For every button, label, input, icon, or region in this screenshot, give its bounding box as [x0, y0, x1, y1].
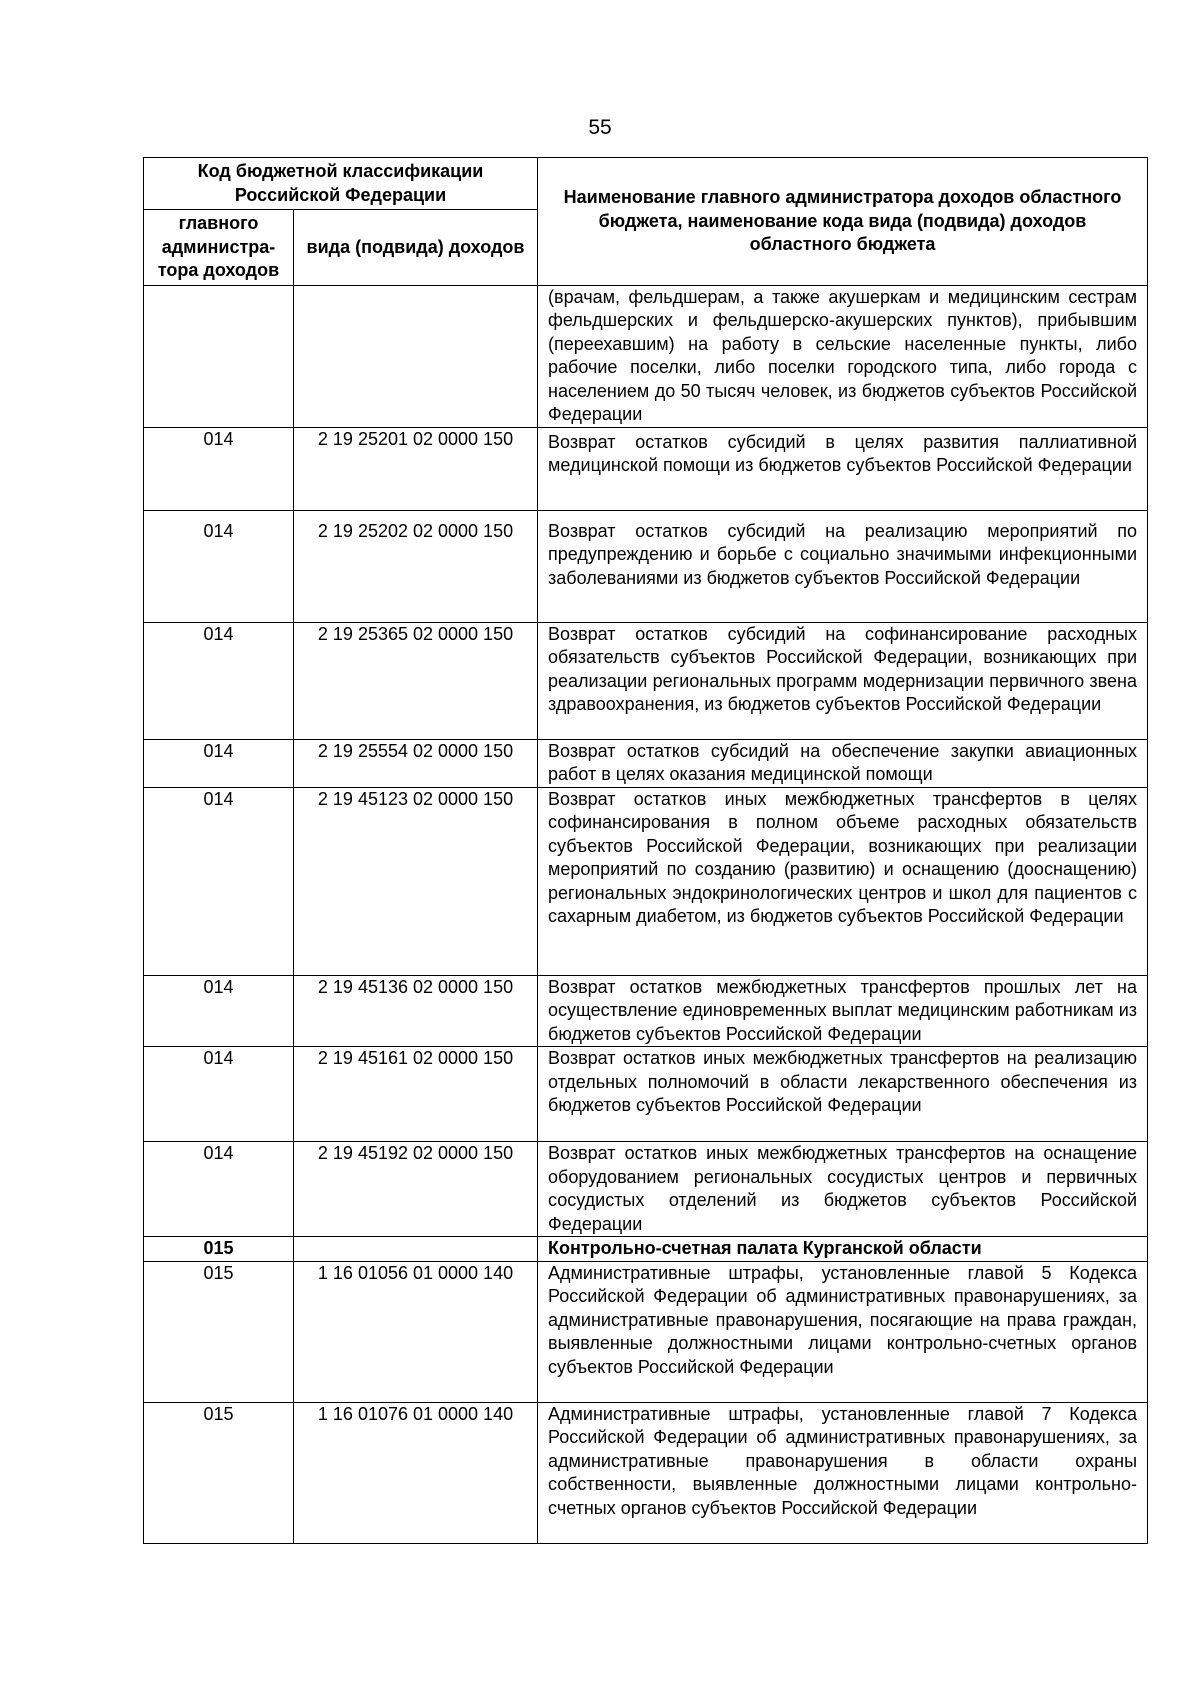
- cell-code: 1 16 01056 01 0000 140: [294, 1261, 538, 1402]
- header-col-admin: главного администра-тора доходов: [144, 210, 294, 286]
- table-row: [144, 1142, 1148, 1237]
- header-group-title: Код бюджетной классификации Российской Федерации: [144, 158, 538, 210]
- table-row: [144, 622, 1148, 739]
- header-col-code: вида (подвида) доходов: [294, 210, 538, 286]
- cell-admin: 014: [144, 787, 294, 975]
- cell-code: 2 19 45123 02 0000 150: [294, 787, 538, 975]
- cell-admin: 014: [144, 427, 294, 510]
- cell-name: Возврат остатков субсидий на реализацию мероприятий по предупреждению и борьбе с социально значимыми инфекционными заболеваниями из бюджетов субъектов Российской Федерации: [538, 510, 1148, 622]
- table-row: [144, 427, 1148, 510]
- budget-classification-table: [143, 157, 1148, 1544]
- table-row: [144, 285, 1148, 427]
- page-number: 55: [588, 116, 612, 139]
- cell-code: 2 19 45161 02 0000 150: [294, 1047, 538, 1142]
- table-row: [144, 1047, 1148, 1142]
- cell-code: 2 19 45192 02 0000 150: [294, 1142, 538, 1237]
- cell-admin: 014: [144, 739, 294, 787]
- table-row: [144, 739, 1148, 787]
- cell-code: 2 19 45136 02 0000 150: [294, 975, 538, 1047]
- cell-name: Возврат остатков иных межбюджетных трансфертов на реализацию отдельных полномочий в области лекарственного обеспечения из бюджетов субъектов Российской Федерации: [538, 1047, 1148, 1142]
- cell-name: Возврат остатков субсидий на софинансирование расходных обязательств субъектов Российской Федерации, возникающих при реализации региональных программ модернизации первичного звена здравоохранения, из бюджетов субъектов Российской Федерации: [538, 622, 1148, 739]
- cell-name: Возврат остатков иных межбюджетных трансфертов на оснащение оборудованием региональных сосудистых центров и первичных сосудистых отделений из бюджетов субъектов Российской Федерации: [538, 1142, 1148, 1237]
- header-col-name: Наименование главного администратора доходов областного бюджета, наименование кода вида (подвида) доходов областного бюджета: [538, 158, 1148, 286]
- cell-admin: 015: [144, 1237, 294, 1262]
- table-row: [144, 1402, 1148, 1543]
- cell-admin: 015: [144, 1261, 294, 1402]
- cell-admin: [144, 285, 294, 427]
- cell-code: 2 19 25365 02 0000 150: [294, 622, 538, 739]
- cell-code: 2 19 25202 02 0000 150: [294, 510, 538, 622]
- cell-name: Контрольно-счетная палата Курганской области: [538, 1237, 1148, 1262]
- table-row: [144, 975, 1148, 1047]
- cell-admin: 014: [144, 975, 294, 1047]
- cell-admin: 014: [144, 1047, 294, 1142]
- cell-code: [294, 1237, 538, 1262]
- header-row-1: [144, 158, 1148, 210]
- table-row: [144, 1261, 1148, 1402]
- table-row: [144, 787, 1148, 975]
- table-row: [144, 510, 1148, 622]
- cell-code: 2 19 25201 02 0000 150: [294, 427, 538, 510]
- cell-name: Возврат остатков субсидий на обеспечение закупки авиационных работ в целях оказания медицинской помощи: [538, 739, 1148, 787]
- cell-name: Административные штрафы, установленные главой 7 Кодекса Российской Федерации об административных правонарушениях, за административные правонарушения в области охраны собственности, выявленные должностными лицами контрольно-счетных органов субъектов Российской Федерации: [538, 1402, 1148, 1543]
- cell-name: (врачам, фельдшерам, а также акушеркам и медицинским сестрам фельдшерских и фельдшерско-акушерских пунктов), прибывшим (переехавшим) на работу в сельские населенные пункты, либо рабочие поселки, либо поселки городского типа, либо города с населением до 50 тысяч человек, из бюджетов субъектов Российской Федерации: [538, 285, 1148, 427]
- cell-admin: 015: [144, 1402, 294, 1543]
- cell-name: Возврат остатков межбюджетных трансфертов прошлых лет на осуществление единовременных выплат медицинским работникам из бюджетов субъектов Российской Федерации: [538, 975, 1148, 1047]
- cell-admin: 014: [144, 1142, 294, 1237]
- cell-admin: 014: [144, 622, 294, 739]
- table-row-group: [144, 1237, 1148, 1262]
- cell-code: 2 19 25554 02 0000 150: [294, 739, 538, 787]
- cell-code: 1 16 01076 01 0000 140: [294, 1402, 538, 1543]
- cell-name: Возврат остатков субсидий в целях развития паллиативной медицинской помощи из бюджетов субъектов Российской Федерации: [538, 427, 1148, 510]
- cell-code: [294, 285, 538, 427]
- cell-name: Возврат остатков иных межбюджетных трансфертов в целях софинансирования в полном объеме расходных обязательств субъектов Российской Федерации, возникающих при реализации мероприятий по созданию (развитию) и оснащению (дооснащению) региональных эндокринологических центров и школ для пациентов с сахарным диабетом, из бюджетов субъектов Российской Федерации: [538, 787, 1148, 975]
- cell-name: Административные штрафы, установленные главой 5 Кодекса Российской Федерации об административных правонарушениях, за административные правонарушения, посягающие на права граждан, выявленные должностными лицами контрольно-счетных органов субъектов Российской Федерации: [538, 1261, 1148, 1402]
- cell-admin: 014: [144, 510, 294, 622]
